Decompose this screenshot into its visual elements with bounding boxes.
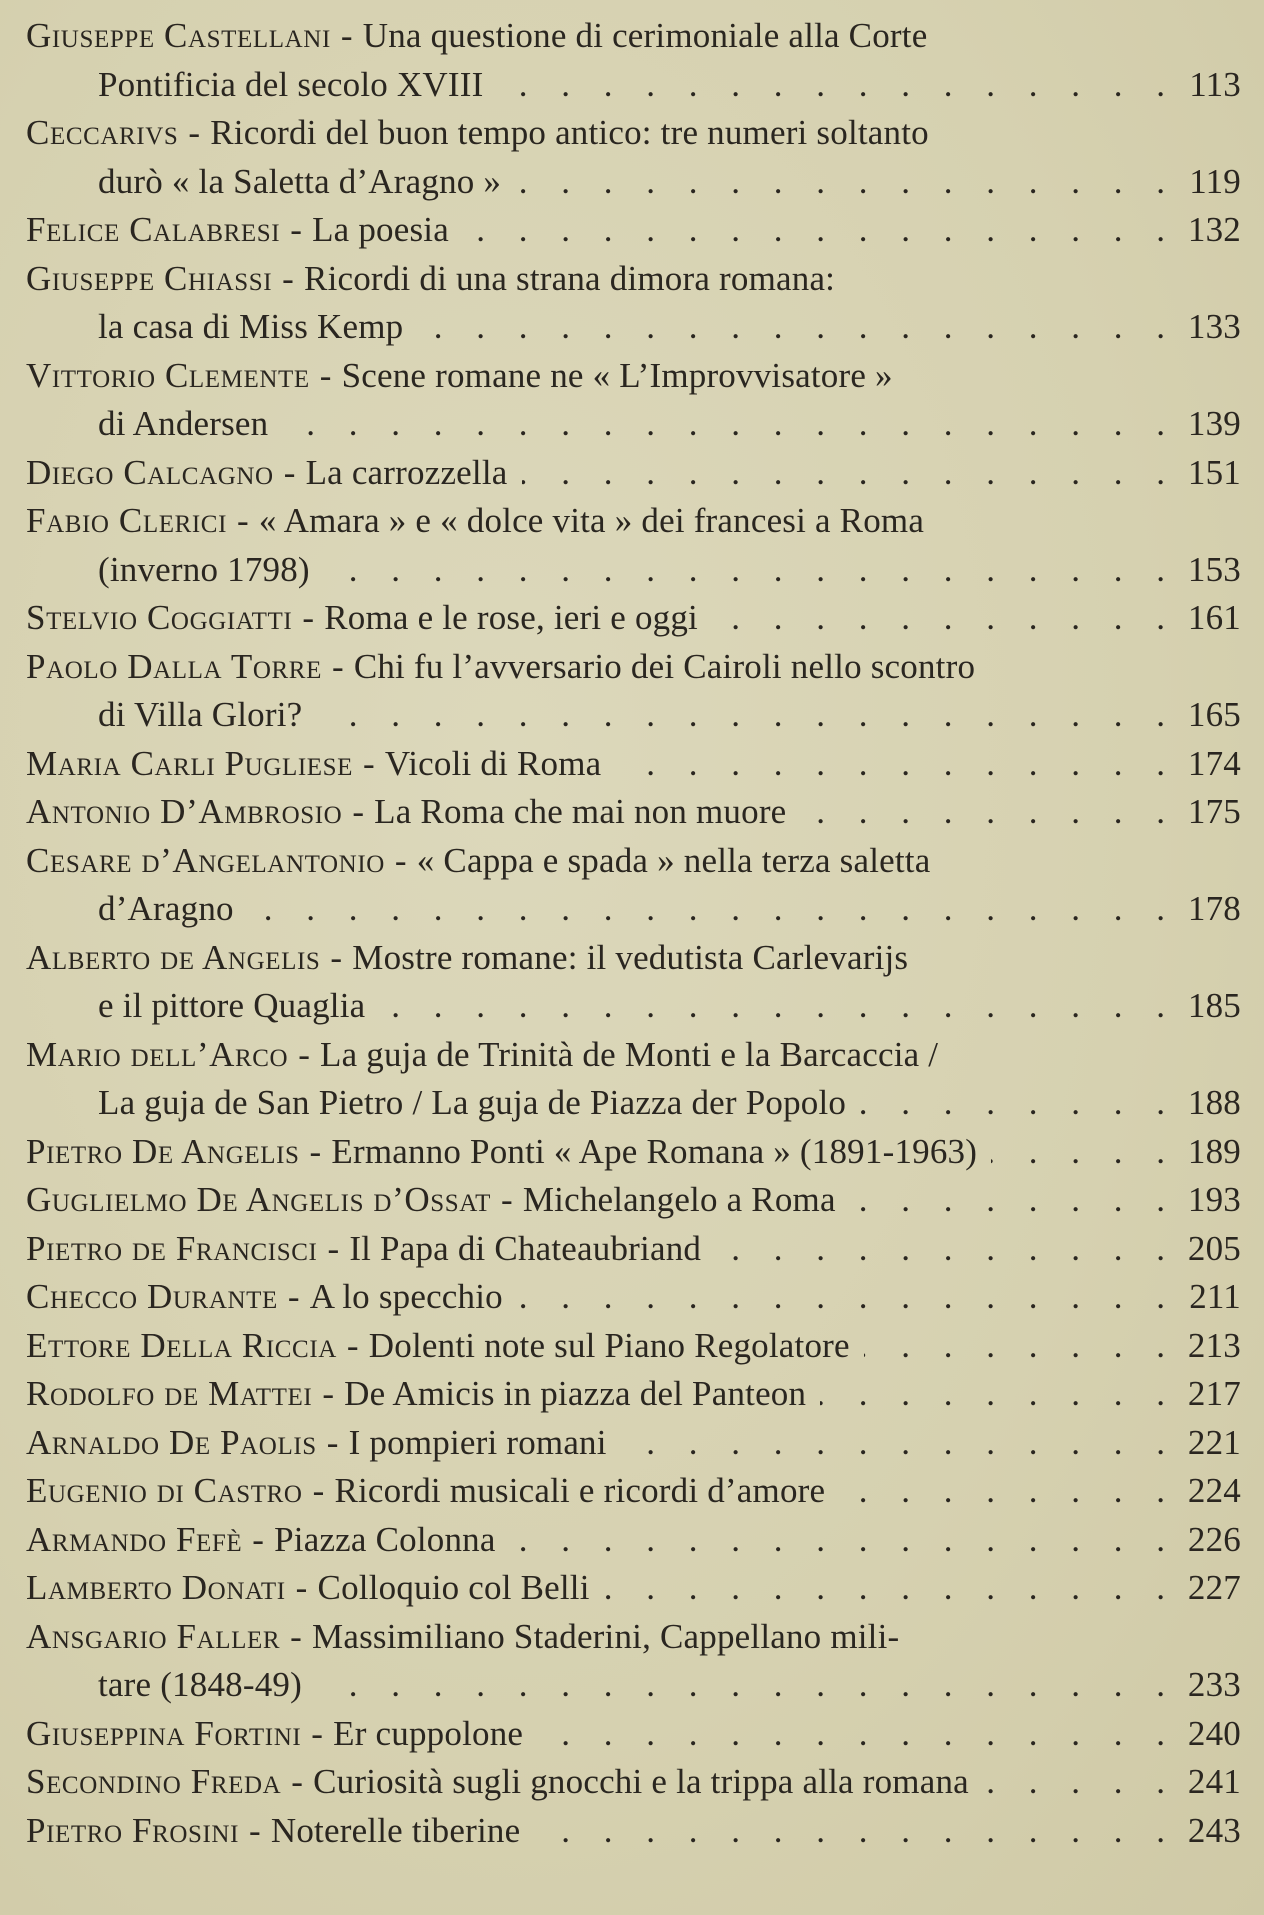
toc-entry: [26, 1710, 1241, 1759]
dot-leader: [510, 1516, 1165, 1565]
entry-first-line: [26, 206, 1241, 255]
toc-entry: [26, 594, 1241, 643]
table-of-contents: [26, 12, 1241, 1855]
entry-author: Fabio Clerici: [26, 501, 228, 540]
dot-leader: [316, 1661, 1165, 1710]
dot-leader: [534, 1807, 1165, 1856]
entry-title: Roma e le rose, ieri e oggi: [324, 598, 698, 637]
entry-title: Chi fu l’avversario dei Cairoli nello scontro: [353, 646, 976, 686]
entry-title: La guja de Trinità de Monti e la Barcaccia /: [320, 1034, 939, 1074]
entry-author: Arnaldo De Paolis: [26, 1422, 317, 1462]
entry-author: Pietro De Angelis: [26, 1131, 300, 1171]
entry-page-number: 193: [1187, 1180, 1241, 1219]
entry-separator: -: [500, 1180, 513, 1219]
entry-first-line: [26, 1467, 1241, 1516]
dot-leader: [417, 303, 1165, 352]
entry-continuation-line: [26, 303, 1241, 352]
entry-title: Michelangelo a Roma: [522, 1180, 836, 1219]
entry-separator: -: [302, 598, 315, 637]
toc-entry: [26, 837, 1241, 934]
dot-leader: [615, 740, 1165, 789]
entry-page-number: 240: [1187, 1713, 1241, 1753]
dot-leader: [522, 449, 1166, 498]
entry-title: Ermanno Ponti « Ape Romana » (1891-1963): [331, 1131, 978, 1171]
entry-page-number: 113: [1189, 64, 1241, 104]
entry-separator: -: [283, 452, 296, 492]
entry-author: Paolo Dalla Torre: [26, 646, 322, 686]
entry-separator: -: [298, 1034, 311, 1074]
entry-title: Pontificia del secolo XVIII: [98, 64, 484, 104]
toc-entry: [26, 255, 1241, 352]
entry-title: durò « la Saletta d’Aragno »: [98, 161, 502, 201]
entry-author: Ettore Della Riccia: [26, 1325, 337, 1365]
entry-title: I pompieri romani: [348, 1422, 607, 1462]
dot-leader: [282, 400, 1165, 449]
toc-entry: [26, 1031, 1241, 1128]
entry-author: Alberto de Angelis: [26, 937, 321, 977]
toc-entry: [26, 643, 1241, 740]
dot-leader: [537, 1710, 1165, 1759]
dot-leader: [839, 1467, 1165, 1516]
entry-first-line: [26, 1370, 1241, 1419]
entry-author: Antonio D’Ambrosio: [26, 792, 343, 831]
entry-author: Eugenio di Castro: [26, 1471, 303, 1510]
entry-page-number: 213: [1187, 1325, 1241, 1365]
dot-leader: [712, 594, 1165, 643]
dot-leader: [604, 1564, 1165, 1613]
entry-continuation-line: [26, 61, 1241, 110]
dot-leader: [820, 1370, 1165, 1419]
entry-author: Mario dell’Arco: [26, 1034, 289, 1074]
entry-separator: -: [237, 501, 249, 540]
entry-author: Pietro de Francisci: [26, 1228, 318, 1268]
entry-title: Colloquio col Belli: [317, 1568, 590, 1607]
entry-title: « Amara » e « dolce vita » dei francesi a Roma: [258, 501, 925, 540]
entry-title: Una questione di cerimoniale alla Corte: [362, 16, 928, 55]
entry-title: Ricordi di una strana dimora romana:: [304, 258, 836, 298]
entry-page-number: 221: [1187, 1422, 1241, 1462]
entry-first-line: [26, 1419, 1241, 1468]
entry-separator: -: [295, 1568, 308, 1607]
entry-page-number: 189: [1187, 1131, 1241, 1171]
dot-leader: [515, 158, 1165, 207]
toc-entry: [26, 1613, 1241, 1710]
entry-author: Giuseppe Castellani: [26, 16, 331, 55]
entry-page-number: 241: [1187, 1762, 1241, 1801]
entry-first-line: [26, 449, 1241, 498]
entry-page-number: 161: [1187, 598, 1241, 637]
entry-title: La poesia: [312, 210, 449, 249]
entry-first-line: [26, 1176, 1241, 1225]
entry-title: Il Papa di Chateaubriand: [349, 1228, 702, 1268]
entry-title: La carrozzella: [305, 452, 508, 492]
toc-entry: [26, 1176, 1241, 1225]
entry-title: la casa di Miss Kemp: [98, 307, 404, 346]
entry-first-line: [26, 788, 1241, 837]
toc-entry: [26, 449, 1241, 498]
toc-entry: [26, 788, 1241, 837]
toc-entry: [26, 497, 1241, 594]
entry-page-number: 151: [1187, 452, 1241, 492]
entry-title: Er cuppolone: [333, 1713, 524, 1753]
entry-separator: -: [352, 792, 365, 831]
entry-author: Felice Calabresi: [26, 210, 281, 249]
entry-author: Maria Carli Pugliese: [26, 743, 354, 783]
entry-page-number: 174: [1187, 743, 1241, 783]
entry-author: Secondino Freda: [26, 1762, 282, 1801]
entry-first-line: [26, 1807, 1241, 1856]
entry-title: Vicoli di Roma: [384, 743, 602, 783]
entry-first-line: [26, 109, 1241, 158]
toc-entry: [26, 206, 1241, 255]
dot-leader: [991, 1128, 1165, 1177]
toc-entry: [26, 1225, 1241, 1274]
entry-page-number: 153: [1187, 549, 1241, 589]
entry-title: di Villa Glori?: [98, 695, 303, 734]
entry-separator: -: [327, 1228, 340, 1268]
entry-first-line: [26, 12, 1241, 61]
entry-first-line: [26, 1613, 1241, 1662]
dot-leader: [621, 1419, 1165, 1468]
entry-title: e il pittore Quaglia: [98, 986, 366, 1025]
entry-author: Guglielmo De Angelis d’Ossat: [26, 1180, 491, 1219]
dot-leader: [324, 546, 1165, 595]
entry-separator: -: [282, 258, 295, 298]
entry-first-line: [26, 1516, 1241, 1565]
entry-page-number: 175: [1187, 792, 1241, 831]
toc-entry: [26, 12, 1241, 109]
entry-separator: -: [363, 743, 375, 783]
entry-separator: -: [331, 646, 344, 686]
entry-author: Ansgario Faller: [26, 1616, 281, 1656]
entry-page-number: 119: [1189, 161, 1241, 201]
toc-entry: [26, 1419, 1241, 1468]
entry-page-number: 211: [1189, 1277, 1241, 1316]
entry-title: tare (1848-49): [98, 1665, 302, 1704]
entry-page-number: 226: [1187, 1519, 1241, 1559]
toc-entry: [26, 934, 1241, 1031]
entry-separator: -: [287, 1277, 300, 1316]
entry-title: Massimiliano Staderini, Cappellano mili-: [312, 1616, 900, 1656]
toc-entry: [26, 740, 1241, 789]
entry-first-line: [26, 1273, 1241, 1322]
entry-page-number: 185: [1187, 986, 1241, 1025]
toc-entry: [26, 1758, 1241, 1807]
entry-title: Mostre romane: il vedutista Carlevarijs: [352, 937, 909, 977]
entry-author: Armando Fefè: [26, 1519, 243, 1559]
entry-continuation-line: [26, 982, 1241, 1031]
toc-entry: [26, 1467, 1241, 1516]
entry-title: La Roma che mai non muore: [374, 792, 787, 831]
entry-page-number: 233: [1187, 1665, 1241, 1704]
entry-title: Scene romane ne « L’Improvvisatore »: [341, 355, 893, 395]
entry-separator: -: [394, 840, 407, 880]
entry-author: Stelvio Coggiatti: [26, 598, 293, 637]
toc-entry: [26, 1370, 1241, 1419]
entry-author: Rodolfo de Mattei: [26, 1374, 313, 1413]
entry-first-line: [26, 1710, 1241, 1759]
entry-first-line: [26, 1031, 1241, 1080]
entry-first-line: [26, 934, 1241, 983]
entry-continuation-line: [26, 400, 1241, 449]
entry-title: Ricordi del buon tempo antico: tre numeri soltanto: [210, 113, 929, 152]
entry-title: Dolenti note sul Piano Regolatore: [368, 1325, 850, 1365]
toc-entry: [26, 109, 1241, 206]
toc-entry: [26, 1564, 1241, 1613]
entry-separator: -: [249, 1810, 261, 1850]
entry-title: Piazza Colonna: [274, 1519, 496, 1559]
entry-author: Giuseppe Chiassi: [26, 258, 273, 298]
entry-title: De Amicis in piazza del Panteon: [344, 1374, 807, 1413]
entry-continuation-line: [26, 885, 1241, 934]
entry-separator: -: [326, 1422, 339, 1462]
entry-first-line: [26, 255, 1241, 304]
entry-continuation-line: [26, 1661, 1241, 1710]
entry-author: Giuseppina Fortini: [26, 1713, 302, 1753]
entry-author: Vittorio Clemente: [26, 355, 310, 395]
entry-separator: -: [340, 16, 353, 55]
entry-title: di Andersen: [98, 404, 269, 443]
entry-separator: -: [319, 355, 332, 395]
entry-author: Diego Calcagno: [26, 452, 274, 492]
entry-separator: -: [322, 1374, 335, 1413]
entry-title: A lo specchio: [309, 1277, 503, 1316]
entry-continuation-line: [26, 1079, 1241, 1128]
entry-author: Lamberto Donati: [26, 1568, 286, 1607]
toc-entry: [26, 1128, 1241, 1177]
entry-page-number: 188: [1187, 1083, 1241, 1122]
entry-page-number: 217: [1187, 1374, 1241, 1413]
toc-entry: [26, 352, 1241, 449]
entry-first-line: [26, 352, 1241, 401]
entry-first-line: [26, 1758, 1241, 1807]
entry-first-line: [26, 1225, 1241, 1274]
entry-first-line: [26, 594, 1241, 643]
entry-separator: -: [252, 1519, 265, 1559]
entry-separator: -: [291, 1762, 304, 1801]
dot-leader: [800, 788, 1165, 837]
entry-title: Noterelle tiberine: [270, 1810, 521, 1850]
entry-author: Ceccarivs: [26, 113, 179, 152]
entry-separator: -: [330, 937, 343, 977]
entry-title: Curiosità sugli gnocchi e la trippa alla romana: [313, 1762, 969, 1801]
entry-continuation-line: [26, 158, 1241, 207]
dot-leader: [497, 61, 1165, 110]
entry-author: Pietro Frosini: [26, 1810, 240, 1850]
entry-first-line: [26, 837, 1241, 886]
dot-leader: [850, 1176, 1165, 1225]
entry-first-line: [26, 740, 1241, 789]
entry-page-number: 227: [1187, 1568, 1241, 1607]
entry-page-number: 243: [1187, 1810, 1241, 1850]
entry-page-number: 139: [1187, 404, 1241, 443]
entry-first-line: [26, 643, 1241, 692]
entry-first-line: [26, 1128, 1241, 1177]
dot-leader: [715, 1225, 1165, 1274]
entry-title: d’Aragno: [98, 889, 234, 928]
entry-first-line: [26, 1564, 1241, 1613]
toc-entry: [26, 1516, 1241, 1565]
entry-title: (inverno 1798): [98, 549, 310, 589]
entry-author: Checco Durante: [26, 1277, 278, 1316]
entry-continuation-line: [26, 546, 1241, 595]
dot-leader: [379, 982, 1165, 1031]
entry-separator: -: [312, 1471, 325, 1510]
entry-separator: -: [290, 1616, 303, 1656]
toc-entry: [26, 1273, 1241, 1322]
entry-separator: -: [188, 113, 201, 152]
entry-separator: -: [311, 1713, 324, 1753]
entry-page-number: 132: [1187, 210, 1241, 249]
entry-page-number: 165: [1187, 695, 1241, 734]
dot-leader: [864, 1322, 1165, 1371]
entry-title: « Cappa e spada » nella terza saletta: [416, 840, 931, 880]
entry-author: Cesare d’Angelantonio: [26, 840, 385, 880]
entry-title: La guja de San Pietro / La guja de Piazza der Popolo: [98, 1083, 847, 1122]
dot-leader: [316, 691, 1165, 740]
toc-entry: [26, 1807, 1241, 1856]
dot-leader: [463, 206, 1165, 255]
entry-first-line: [26, 1322, 1241, 1371]
entry-separator: -: [309, 1131, 322, 1171]
entry-separator: -: [290, 210, 303, 249]
entry-page-number: 224: [1187, 1471, 1241, 1510]
dot-leader: [248, 885, 1165, 934]
entry-first-line: [26, 497, 1241, 546]
entry-continuation-line: [26, 691, 1241, 740]
entry-page-number: 205: [1187, 1228, 1241, 1268]
dot-leader: [860, 1079, 1165, 1128]
entry-title: Ricordi musicali e ricordi d’amore: [334, 1471, 826, 1510]
dot-leader: [983, 1758, 1165, 1807]
entry-page-number: 178: [1187, 889, 1241, 928]
toc-entry: [26, 1322, 1241, 1371]
entry-page-number: 133: [1187, 307, 1241, 346]
entry-separator: -: [346, 1325, 359, 1365]
dot-leader: [517, 1273, 1165, 1322]
